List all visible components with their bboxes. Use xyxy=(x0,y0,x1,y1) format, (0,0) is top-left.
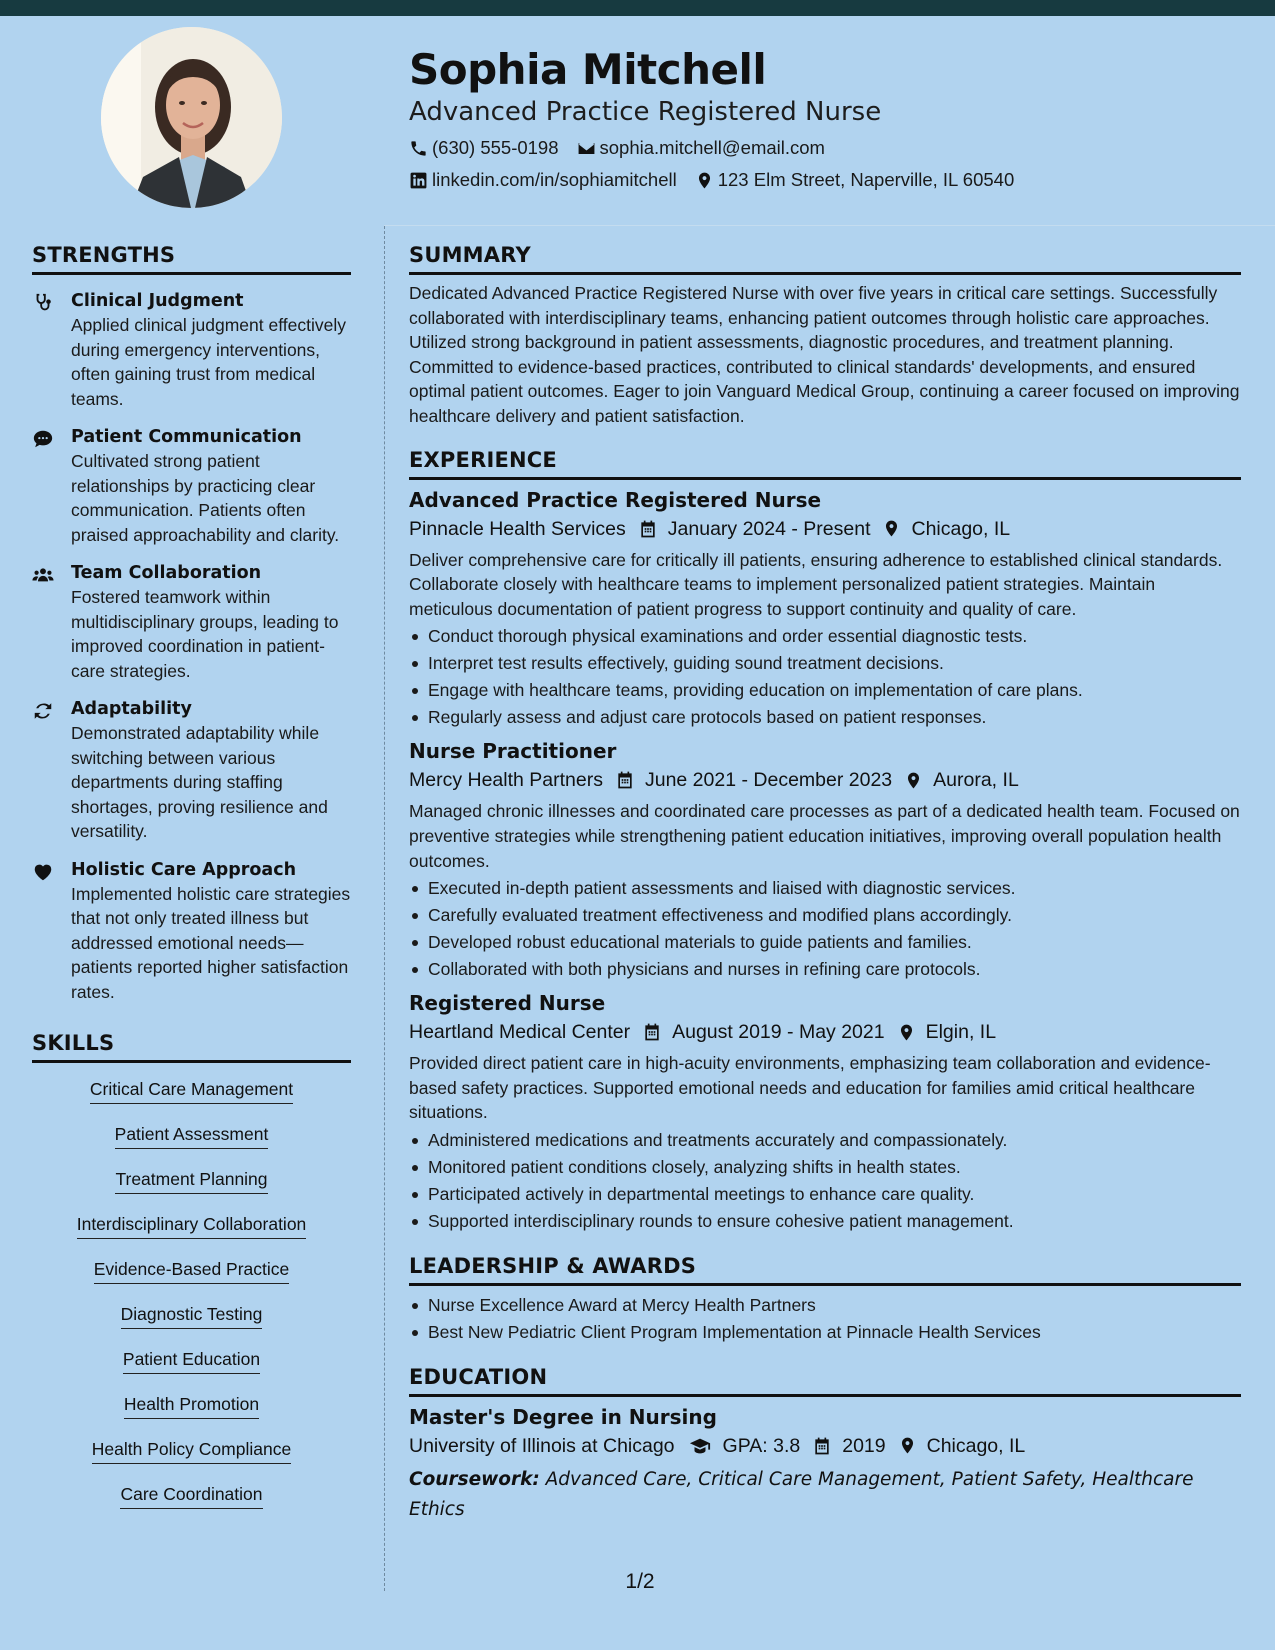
strength-desc: Fostered teamwork within multidisciplinary groups, leading to improved coordination in patient-care strategies. xyxy=(71,587,339,681)
summary-heading: SUMMARY xyxy=(409,242,1241,275)
map-pin-icon xyxy=(898,1436,917,1455)
school-location: Chicago, IL xyxy=(926,1434,1026,1457)
degree-title: Master's Degree in Nursing xyxy=(409,1404,717,1429)
calendar-icon xyxy=(638,519,658,539)
list-item: Developed robust educational materials to guide patients and families. xyxy=(409,929,1241,956)
list-item: Monitored patient conditions closely, analyzing shifts in health states. xyxy=(409,1154,1241,1181)
strength-item xyxy=(32,289,351,411)
skills-list xyxy=(32,1077,351,1527)
job-location: Aurora, IL xyxy=(933,769,1019,792)
phone-text[interactable]: (630) 555-0198 xyxy=(432,137,559,158)
strength-title: Team Collaboration xyxy=(71,563,262,583)
candidate-title: Advanced Practice Registered Nurse xyxy=(409,97,882,127)
awards-list xyxy=(409,1292,1241,1346)
sidebar xyxy=(32,242,351,1527)
list-item: Carefully evaluated treatment effectiveness and modified plans accordingly. xyxy=(409,902,1241,929)
list-item: Administered medications and treatments accurately and compassionately. xyxy=(409,1127,1241,1154)
skill-item: Patient Education xyxy=(123,1347,260,1374)
graduation-year: 2019 xyxy=(842,1434,886,1457)
job-description: Deliver comprehensive care for critically ill patients, ensuring adherence to established clinical standards. Collaborate closely with healthcare teams to implement personalized patient strategies. Maintain meticulous documentation of patient progress to support continuity and quality of care. xyxy=(409,549,1223,619)
address-text: 123 Elm Street, Naperville, IL 60540 xyxy=(717,169,1015,190)
map-pin-icon xyxy=(897,1023,916,1042)
job-bullets xyxy=(409,623,1241,731)
job-bullets xyxy=(409,1127,1241,1235)
strength-title: Patient Communication xyxy=(71,427,302,447)
skill-item: Treatment Planning xyxy=(115,1167,267,1194)
strength-item xyxy=(32,858,351,1005)
list-item: Interpret test results effectively, guiding sound treatment decisions. xyxy=(409,650,1241,677)
profile-photo xyxy=(101,27,282,208)
job-meta xyxy=(409,1017,1241,1047)
school-name: University of Illinois at Chicago xyxy=(409,1434,675,1457)
awards-heading: LEADERSHIP & AWARDS xyxy=(409,1253,1241,1286)
strength-desc: Applied clinical judgment effectively during emergency interventions, often gaining trust from medical teams. xyxy=(71,315,346,409)
strength-desc: Cultivated strong patient relationships by practicing clear communication. Patients often praised approachability and clarity. xyxy=(71,451,340,545)
page-number: 1/2 xyxy=(625,1570,655,1593)
header-divider xyxy=(384,225,1275,226)
graduation-cap-icon xyxy=(687,1435,713,1457)
skill-item: Evidence-Based Practice xyxy=(94,1257,290,1284)
profile-photo-image xyxy=(101,27,282,208)
strength-item xyxy=(32,561,351,683)
linkedin-icon xyxy=(409,171,428,190)
candidate-name: Sophia Mitchell xyxy=(409,45,767,94)
list-item: Executed in-depth patient assessments and liaised with diagnostic services. xyxy=(409,875,1241,902)
column-divider xyxy=(384,226,385,1591)
experience-heading: EXPERIENCE xyxy=(409,447,1241,480)
email-link[interactable]: sophia.mitchell@email.com xyxy=(599,137,825,158)
contact-email xyxy=(577,136,825,160)
contact-linkedin xyxy=(409,168,677,192)
resume-header xyxy=(409,42,1249,192)
main-column xyxy=(409,242,1241,1525)
summary-text: Dedicated Advanced Practice Registered Nurse with over five years in critical care settings. Successfully collaborated with interdisciplinary teams, enhancing patient outcomes through holistic care approaches. Utilized strong background in patient assessments, diagnostic procedures, and treatment planning. Committed to evidence-based practices, contributed to clinical standards' developments, and ensured optimal patient outcomes. Eager to join Vanguard Medical Group, continuing a career focused on improving healthcare delivery and patient satisfaction. xyxy=(409,283,1240,426)
strengths-heading: STRENGTHS xyxy=(32,242,351,275)
skill-item: Care Coordination xyxy=(120,1482,262,1509)
stethoscope-icon xyxy=(32,292,54,314)
skill-item: Health Promotion xyxy=(124,1392,259,1419)
skills-heading: SKILLS xyxy=(32,1030,351,1063)
coursework xyxy=(409,1465,1241,1525)
job-company: Pinnacle Health Services xyxy=(409,517,626,540)
job-title: Nurse Practitioner xyxy=(409,739,617,764)
map-pin-icon xyxy=(904,771,923,790)
job-meta xyxy=(409,514,1241,544)
phone-icon xyxy=(409,139,428,158)
contact-row-2 xyxy=(409,168,1249,192)
job-company: Mercy Health Partners xyxy=(409,769,603,792)
job-location: Elgin, IL xyxy=(925,1021,997,1044)
strength-title: Holistic Care Approach xyxy=(71,859,297,880)
list-item: Conduct thorough physical examinations and order essential diagnostic tests. xyxy=(409,623,1241,650)
job-entry xyxy=(409,737,1241,983)
list-item: Participated actively in departmental meetings to enhance care quality. xyxy=(409,1181,1241,1208)
job-company: Heartland Medical Center xyxy=(409,1021,631,1044)
skill-item: Diagnostic Testing xyxy=(121,1302,263,1329)
job-title: Advanced Practice Registered Nurse xyxy=(409,487,822,512)
skill-item: Health Policy Compliance xyxy=(92,1437,291,1464)
strength-item xyxy=(32,697,351,844)
list-item: Nurse Excellence Award at Mercy Health Partners xyxy=(409,1292,1241,1319)
list-item: Engage with healthcare teams, providing education on implementation of care plans. xyxy=(409,677,1241,704)
strength-desc: Implemented holistic care strategies that not only treated illness but addressed emotional needs—patients reported higher satisfaction rates. xyxy=(71,883,351,1002)
strength-desc: Demonstrated adaptability while switching between various departments during staffing shortages, proving resilience and versatility. xyxy=(71,723,328,841)
job-location: Chicago, IL xyxy=(911,517,1011,540)
linkedin-link[interactable]: linkedin.com/in/sophiamitchell xyxy=(432,169,677,190)
contact-address xyxy=(695,168,1015,192)
skill-item: Patient Assessment xyxy=(115,1122,269,1149)
list-item: Collaborated with both physicians and nurses in refining care protocols. xyxy=(409,956,1241,983)
calendar-icon xyxy=(615,770,635,790)
heart-icon xyxy=(32,861,54,883)
calendar-icon xyxy=(812,1436,832,1456)
users-icon xyxy=(32,564,54,586)
calendar-icon xyxy=(642,1022,662,1042)
map-pin-icon xyxy=(882,519,901,538)
strength-title: Adaptability xyxy=(71,699,192,719)
list-item: Best New Pediatric Client Program Implementation at Pinnacle Health Services xyxy=(409,1319,1241,1346)
job-dates: January 2024 - Present xyxy=(667,517,871,540)
job-entry xyxy=(409,989,1241,1235)
top-accent-bar xyxy=(0,0,1275,16)
strength-title: Clinical Judgment xyxy=(71,291,244,311)
map-pin-icon xyxy=(695,171,714,190)
job-bullets xyxy=(409,875,1241,983)
sync-icon xyxy=(32,700,54,722)
list-item: Supported interdisciplinary rounds to ensure cohesive patient management. xyxy=(409,1208,1241,1235)
skill-item: Interdisciplinary Collaboration xyxy=(77,1212,307,1239)
gpa-text: GPA: 3.8 xyxy=(722,1434,801,1457)
contact-row-1 xyxy=(409,136,1249,160)
job-description: Provided direct patient care in high-acuity environments, emphasizing team collaboration and evidence-based safety practices. Supported emotional needs and education for families amid critical healthcare situations. xyxy=(409,1053,1211,1123)
coursework-list: Advanced Care, Critical Care Management, Patient Safety, Healthcare Ethics xyxy=(409,1468,1194,1520)
education-meta xyxy=(409,1431,1241,1461)
job-dates: August 2019 - May 2021 xyxy=(672,1021,885,1044)
job-dates: June 2021 - December 2023 xyxy=(644,769,893,792)
envelope-icon xyxy=(577,139,596,158)
job-meta xyxy=(409,765,1241,795)
education-heading: EDUCATION xyxy=(409,1364,1241,1397)
strength-item xyxy=(32,425,351,547)
speech-bubble-icon xyxy=(32,428,54,450)
coursework-label: Coursework: xyxy=(409,1468,540,1490)
contact-phone xyxy=(409,136,559,160)
job-entry xyxy=(409,486,1241,732)
list-item: Regularly assess and adjust care protocols based on patient responses. xyxy=(409,704,1241,731)
job-title: Registered Nurse xyxy=(409,991,606,1016)
skill-item: Critical Care Management xyxy=(90,1077,293,1104)
job-description: Managed chronic illnesses and coordinated care processes as part of a dedicated health team. Focused on preventive strategies while strengthening patient education initiatives, improving overall population health outcomes. xyxy=(409,801,1240,871)
